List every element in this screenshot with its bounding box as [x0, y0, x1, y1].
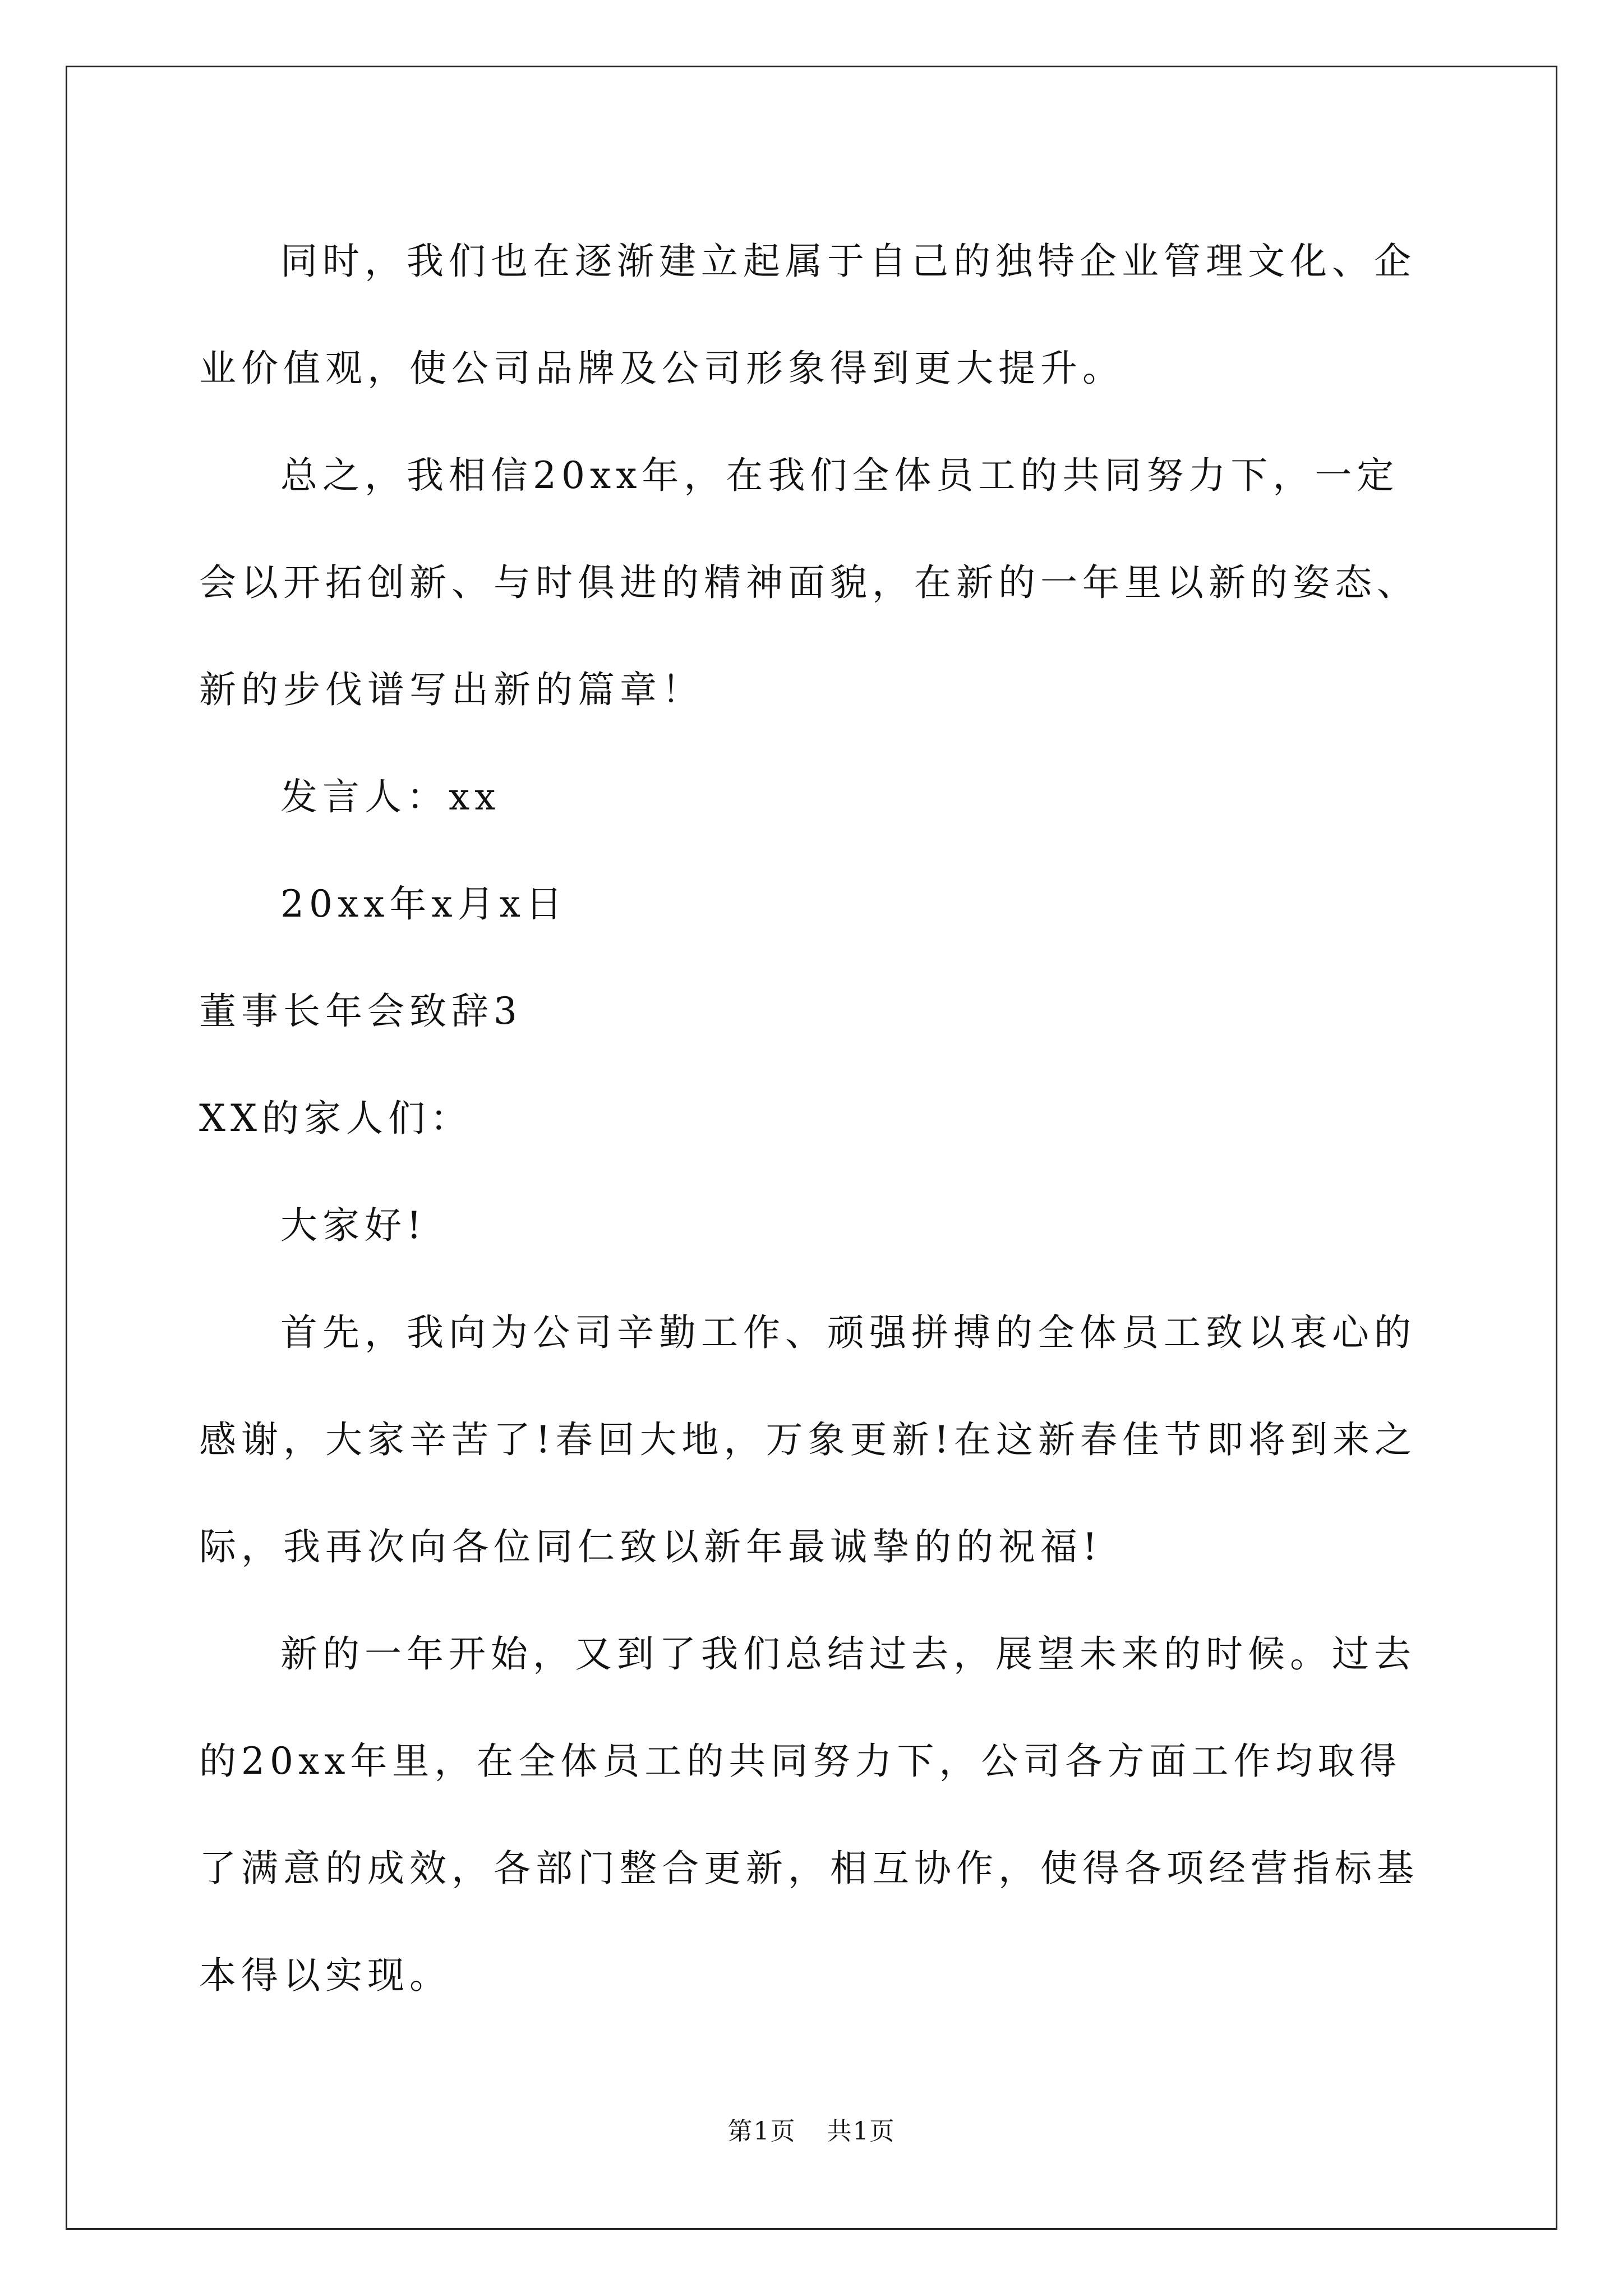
paragraph-thanks: 首先，我向为公司辛勤工作、顽强拼搏的全体员工致以衷心的感谢，大家辛苦了!春回大地，万象更新!在这新春佳节即将到来之际，我再次向各位同仁致以新年最诚挚的的祝福!: [199, 1311, 1417, 1568]
date-line: 20xx年x月x日: [280, 882, 568, 926]
speaker-line: 发言人：xx: [280, 775, 501, 818]
section-heading: 董事长年会致辞3: [199, 990, 522, 1033]
salutation: XX的家人们：: [199, 1097, 472, 1140]
paragraph-conclusion: 总之，我相信20xx年，在我们全体员工的共同努力下，一定会以开拓创新、与时俱进的精神面貌，在新的一年里以新的姿态、新的步伐谱写出新的篇章！: [199, 454, 1419, 711]
paragraph-culture: 同时，我们也在逐渐建立起属于自己的独特企业管理文化、企业价值观，使公司品牌及公司形象得到更大提升。: [199, 240, 1416, 390]
page-number: 第1页: [727, 2117, 796, 2146]
paragraph-review: 新的一年开始，又到了我们总结过去，展望未来的时候。过去的20xx年里，在全体员工的共同努力下，公司各方面工作均取得了满意的成效，各部门整合更新，相互协作，使得各项经营指标基本得以实现。: [199, 1632, 1419, 1997]
document-body: [199, 208, 1433, 2029]
page-total: 共1页: [827, 2117, 896, 2146]
page-footer: [0, 2115, 1623, 2148]
greeting: 大家好!: [280, 1204, 427, 1247]
